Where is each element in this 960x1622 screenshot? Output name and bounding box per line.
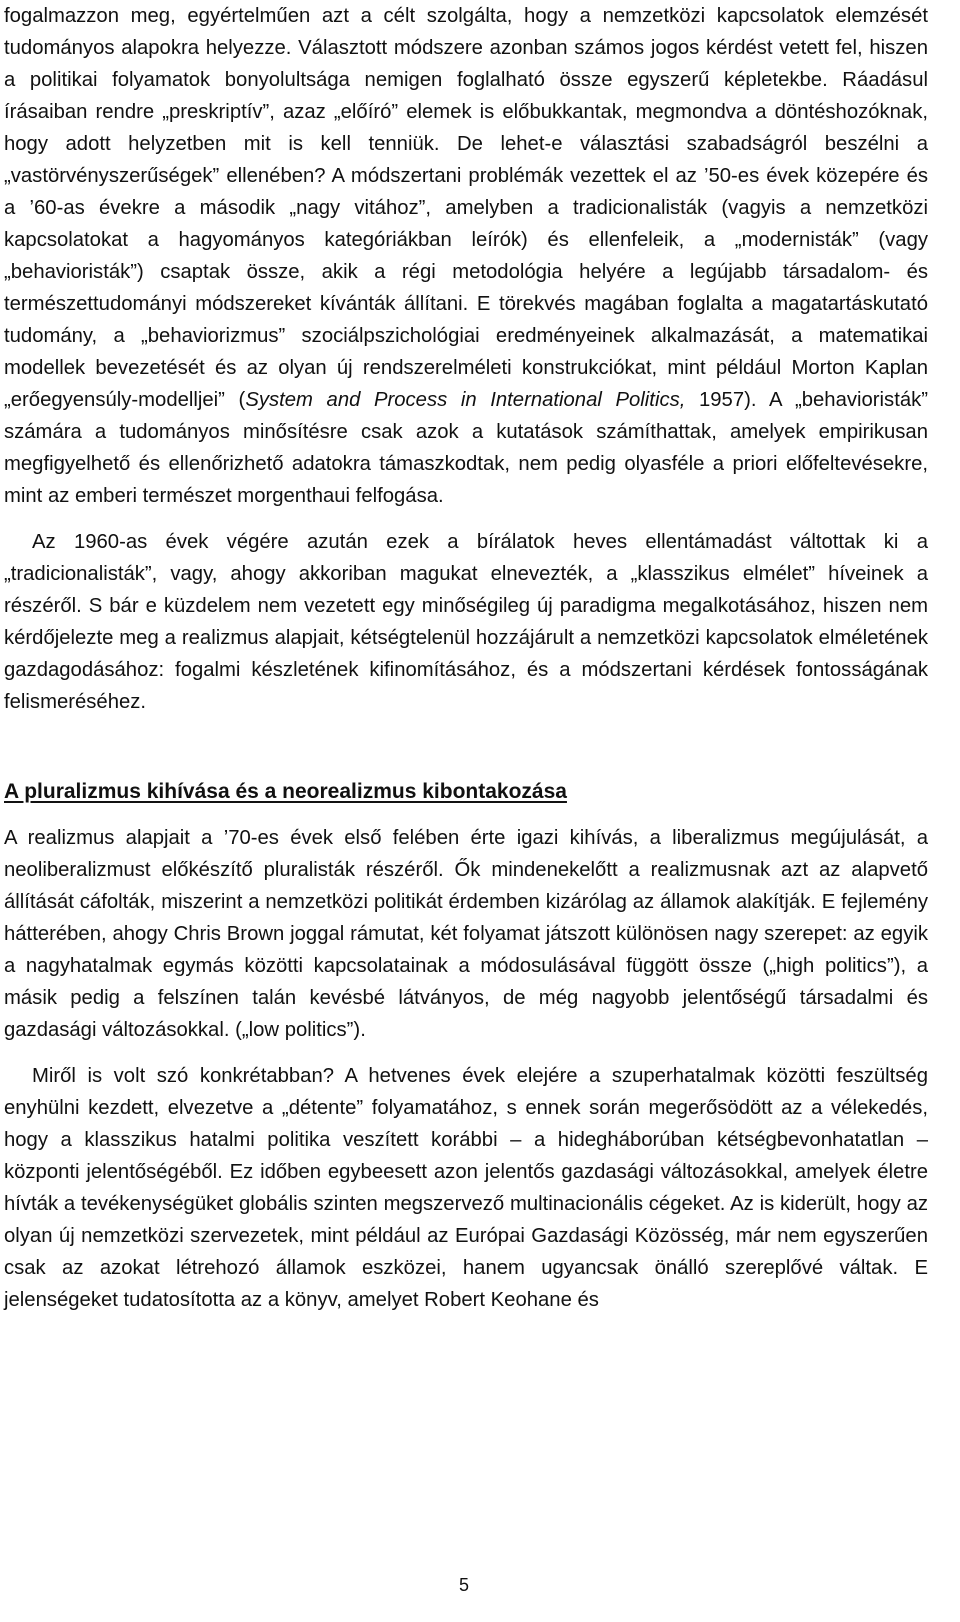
body-paragraph-1: [4, 0, 928, 512]
paragraph-1-text-a: fogalmazzon meg, egyértelműen azt a célt szolgálta, hogy a nemzetközi kapcsolatok elemzését tudományos alapokra helyezze. Választott módszere azonban számos jogos kérdést vetett fel, hiszen a politikai folyamatok bonyolultsága nemigen foglalható össze egyszerű képletekbe. Ráadásul írásaiban rendre „preskriptív”, azaz „előíró” elemek is előbukkantak, megmondva a döntéshozóknak, hogy adott helyzetben mit is kell tenniük. De lehet-e választási szabadságról beszélni a „vastörvényszerűségek” ellenében? A módszertani problémák vezettek el az ’50-es évek közepére és a ’60-as évekre a második „nagy vitához”, amelyben a tradicionalisták (vagyis a nemzetközi kapcsolatokat a hagyományos kategóriákban leírók) és ellenfeleik, a „modernisták” (vagy „behavioristák”) csaptak össze, akik a régi metodológia helyére a legújabb társadalom- és természettudományi módszereket kívánták állítani. E törekvés magában foglalta a magatartáskutató tudomány, a „behaviorizmus” szociálpszichológiai eredményeinek alkalmazását, a matematikai modellek bevezetését és az olyan új rendszerelméleti konstrukciókat, mint például Morton Kaplan „erőegyensúly-modelljei” (: [4, 5, 928, 411]
body-paragraph-3: A realizmus alapjait a ’70-es évek első felében érte igazi kihívás, a liberalizmus megújulását, a neoliberalizmust előkészítő pluralisták részéről. Ők mindenekelőtt a realizmusnak azt az alapvető állítását cáfolták, miszerint a nemzetközi politikát érdemben kizárólag az államok alakítják. E fejlemény hátterében, ahogy Chris Brown joggal rámutat, két folyamat játszott különösen nagy szerepet: az egyik a nagyhatalmak egymás közötti kapcsolatainak a módosulásával függött össze („high politics”), a másik pedig a felszínen talán kevésbé látványos, de még nagyobb jelentőségű társadalmi és gazdasági változásokkal. („low politics”).: [4, 827, 928, 1041]
paragraph-1-text-b: 1957). A „behavioristák” számára a tudományos minősítésre csak azok a kutatások számíthattak, amelyek empirikusan megfigyelhető és ellenőrizhető adatokra támaszkodtak, nem pedig olyasféle a priori előfeltevésekre, mint az emberi természet morgenthaui felfogása.: [4, 389, 929, 507]
section-heading: A pluralizmus kihívása és a neorealizmus kibontakozása: [4, 780, 567, 803]
body-paragraph-4: Miről is volt szó konkrétabban? A hetvenes évek elejére a szuperhatalmak közötti feszültség enyhülni kezdett, elvezetve a „détente” folyamatához, s ennek során megerősödött az a vélekedés, hogy a klasszikus hatalmi politika veszített korábbi – a hidegháborúban kétségbevonhatatlan – központi jelentőségéből. Ez időben egybeesett azon jelentős gazdasági változásokkal, amelyek életre hívták a tevékenységüket globális szinten megszervező multinacionális cégeket. Az is kiderült, hogy az olyan új nemzetközi szervezetek, mint például az Európai Gazdasági Közösség, már nem egyszerűen csak az azokat létrehozó államok eszközei, hanem ugyancsak önálló szereplővé váltak. E jelenségeket tudatosította az a könyv, amelyet Robert Keohane és: [4, 1065, 928, 1311]
body-paragraph-2: Az 1960-as évek végére azután ezek a bírálatok heves ellentámadást váltottak ki a „tradicionalisták”, vagy, ahogy akkoriban magukat elnevezték, a „klasszikus elmélet” híveinek a részéről. S bár e küzdelem nem vezetett egy minőségileg új paradigma megalkotásához, hiszen nem kérdőjelezte meg a realizmus alapjait, kétségtelenül hozzájárult a nemzetközi kapcsolatok elméletének gazdagodásához: fogalmi készletének kifinomításához, és a módszertani kérdések fontosságának felismeréséhez.: [4, 531, 928, 713]
book-title-italic: System and Process in International Politics,: [245, 389, 686, 411]
page-number: 5: [458, 1575, 469, 1595]
document-body: [4, 0, 928, 1316]
